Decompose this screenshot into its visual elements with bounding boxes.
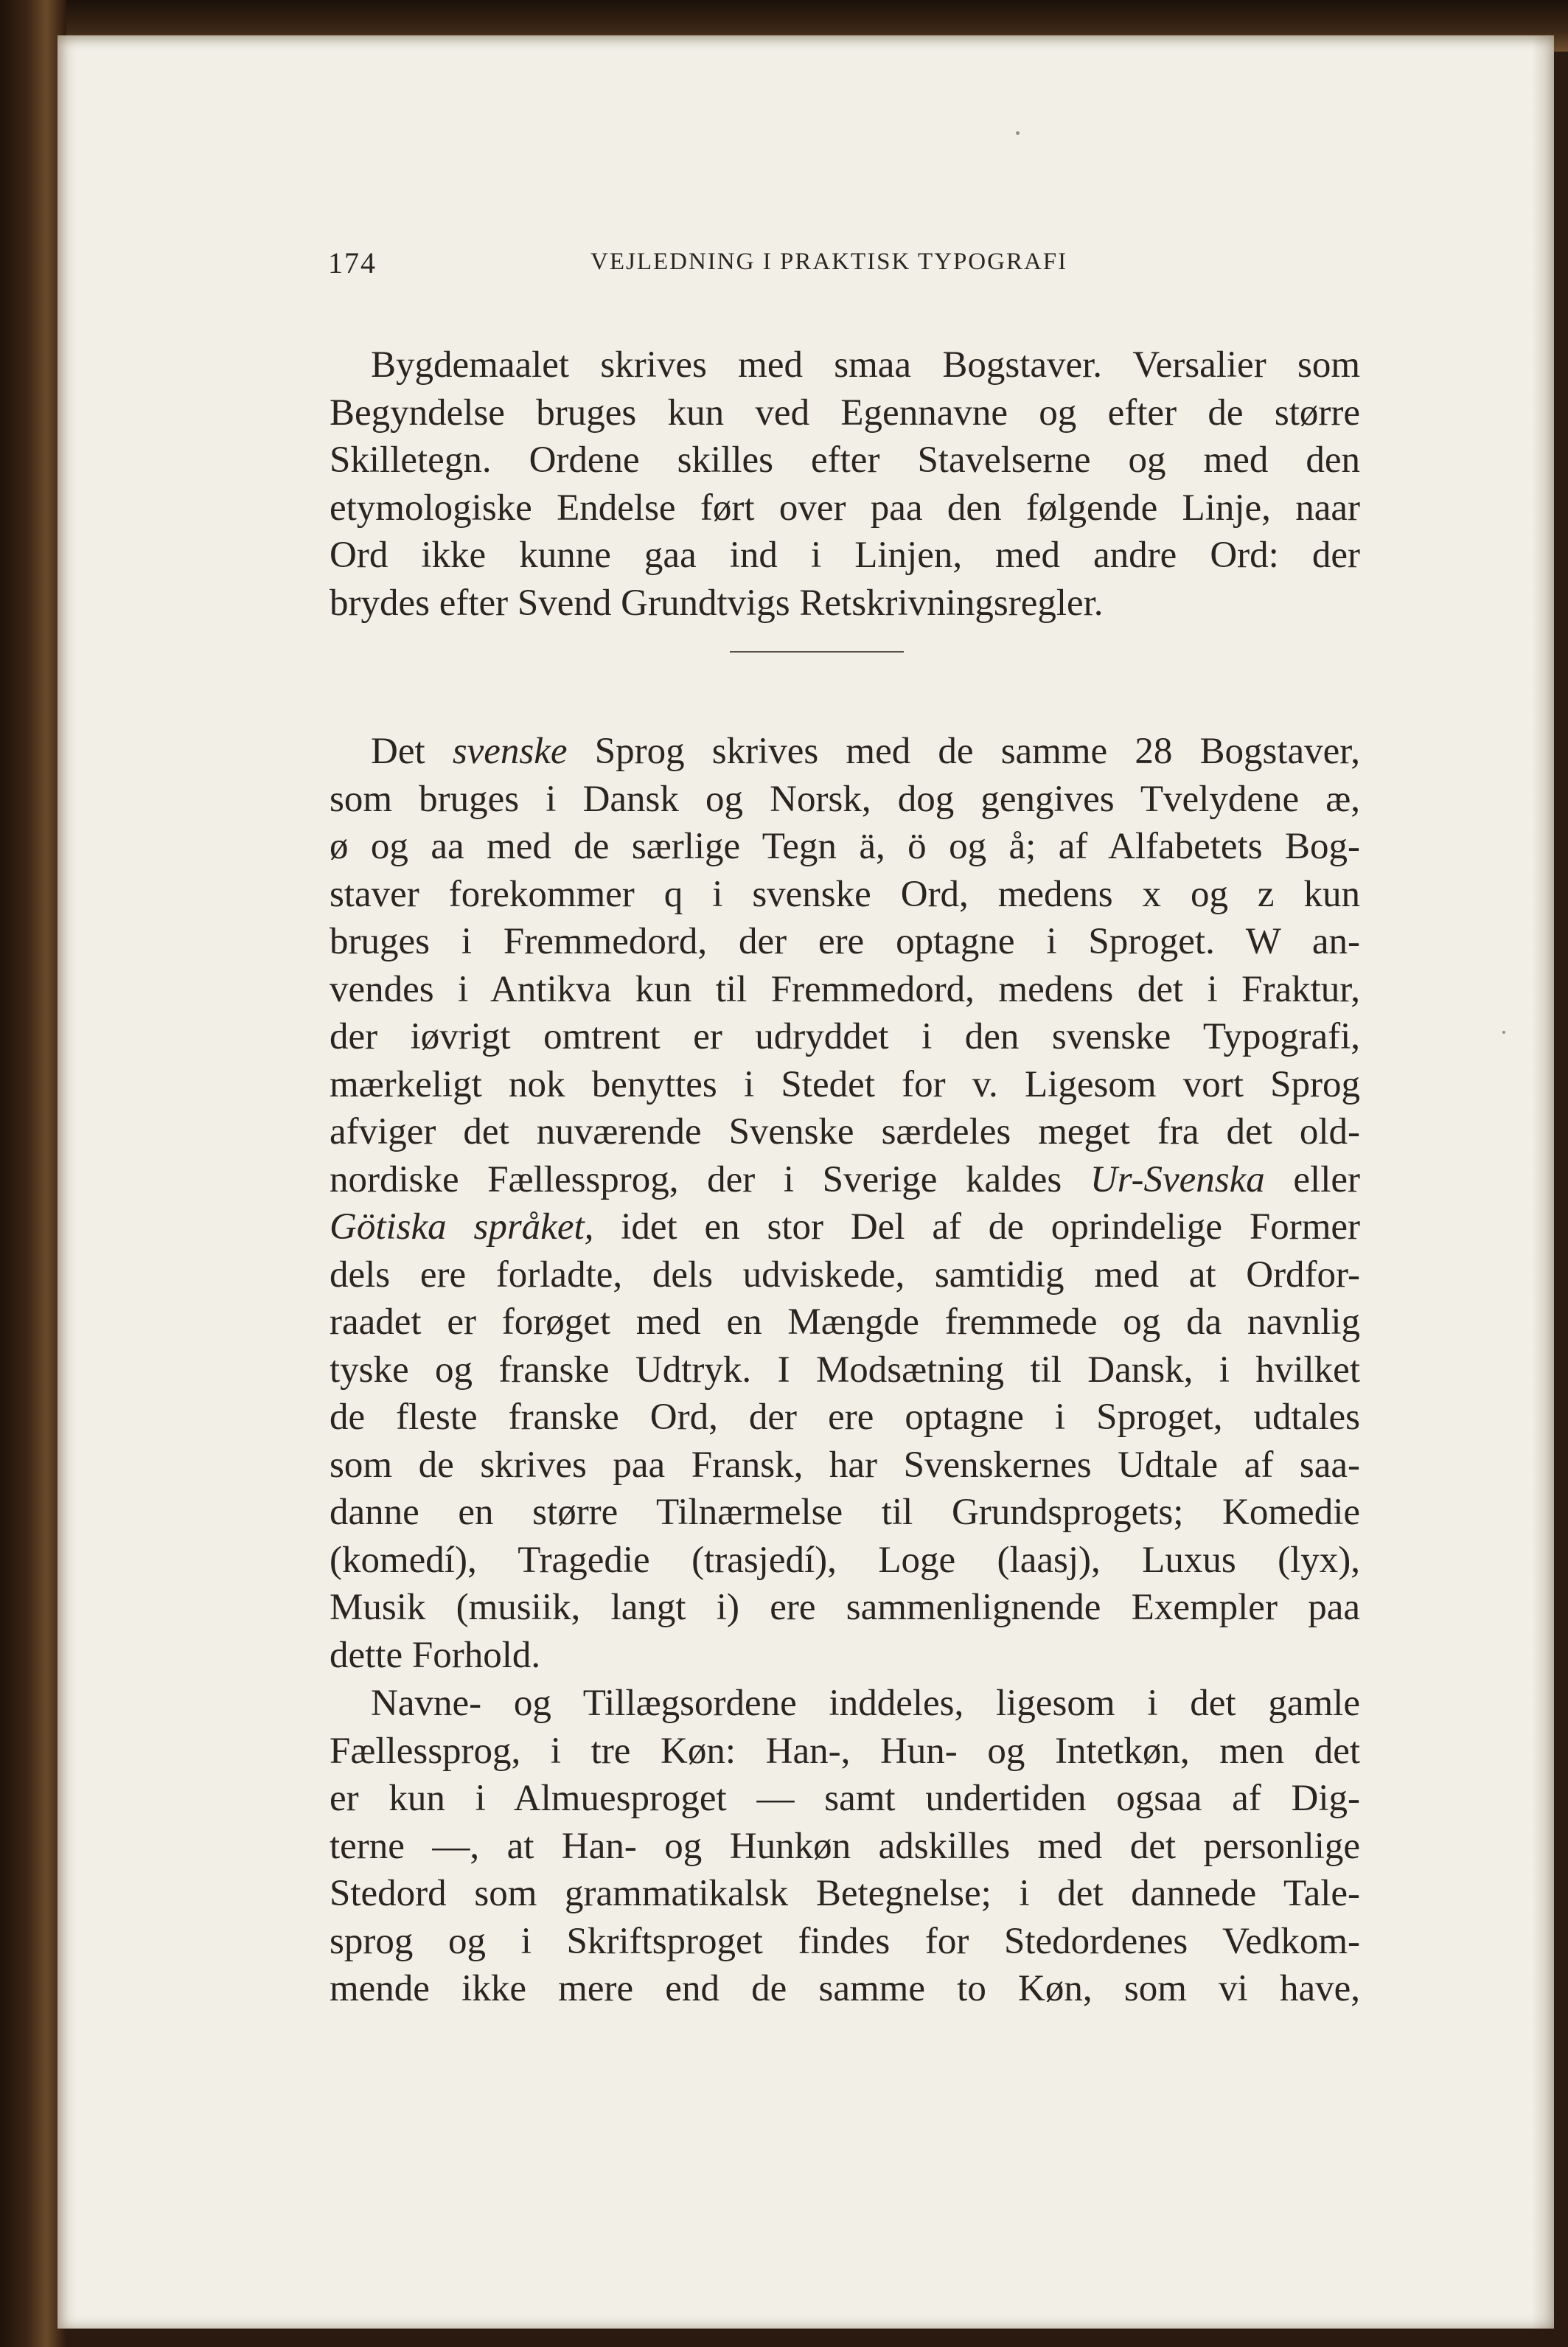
text-segment: eller — [1264, 1158, 1360, 1200]
text-segment: Sprog skrives med de samme 28 Bogstaver, — [567, 731, 1360, 772]
text-line: Navne- og Tillægsordene inddeles, ligesom i det gamle — [371, 1683, 1360, 1724]
text-line — [330, 728, 1360, 776]
paragraph-svenske-sprog — [330, 728, 1360, 1679]
text-line: Stedord som grammatikalsk Betegnelse; i det dannede Tale- — [330, 1873, 1360, 1914]
book-binding-left — [0, 0, 66, 2347]
paragraph-navne-tillaegsord — [330, 1680, 1360, 2013]
page-header — [328, 246, 1360, 290]
text-line: Skilletegn. Ordene skilles efter Stavelserne og med den — [330, 439, 1360, 481]
text-segment: idet en stor Del af de oprindelige Former — [593, 1206, 1360, 1248]
text-segment: nordiske Fællessprog, der i Sverige kaldes — [330, 1158, 1090, 1200]
text-line: ø og aa med de særlige Tegn ä, ö og å; af Alfabetets Bog- — [330, 826, 1360, 867]
text-line: Ord ikke kunne gaa ind i Linjen, med andre Ord: der — [330, 535, 1360, 576]
text-line: dels ere forladte, dels udviskede, samtidig med at Ordfor- — [330, 1254, 1360, 1296]
text-line: dette Forhold. — [330, 1634, 541, 1676]
text-line: danne en større Tilnærmelse til Grundsprogets; Komedie — [330, 1492, 1360, 1533]
text-line: Musik (musiik, langt i) ere sammenlignende Exempler paa — [330, 1587, 1360, 1628]
text-segment: Det — [371, 731, 453, 772]
italic-term: Götiska språket, — [330, 1206, 594, 1248]
section-divider — [730, 651, 904, 653]
text-line: raadet er forøget med en Mængde fremmede og da navnlig — [330, 1301, 1360, 1343]
text-line: som de skrives paa Fransk, har Svenskernes Udtale af saa- — [330, 1444, 1360, 1486]
running-title: VEJLEDNING I PRAKTISK TYPOGRAFI — [590, 248, 1068, 275]
text-line: sprog og i Skriftsproget findes for Stedordenes Vedkom- — [330, 1920, 1360, 1962]
text-line: mærkeligt nok benyttes i Stedet for v. Ligesom vort Sprog — [330, 1063, 1360, 1105]
text-line: (komedí), Tragedie (trasjedí), Loge (laasj), Luxus (lyx), — [330, 1539, 1360, 1581]
text-line: brydes efter Svend Grundtvigs Retskrivningsregler. — [330, 582, 1104, 624]
text-line: vendes i Antikva kun til Fremmedord, medens det i Fraktur, — [330, 968, 1360, 1010]
text-line: terne —, at Han- og Hunkøn adskilles med det personlige — [330, 1825, 1360, 1867]
text-line: som bruges i Dansk og Norsk, dog gengives Tvelydene æ, — [330, 778, 1360, 820]
text-line: der iøvrigt omtrent er udryddet i den svenske Typografi, — [330, 1016, 1360, 1057]
text-line: Fællessprog, i tre Køn: Han-, Hun- og Intetkøn, men det — [330, 1730, 1360, 1772]
text-line: staver forekommer q i svenske Ord, medens x og z kun — [330, 873, 1360, 915]
text-line: er kun i Almuesproget — samt undertiden ogsaa af Dig- — [330, 1778, 1360, 1819]
italic-term: svenske — [452, 731, 568, 772]
page-number: 174 — [328, 246, 377, 279]
text-line: etymologiske Endelse ført over paa den følgende Linje, naar — [330, 487, 1360, 529]
text-line — [330, 1203, 1360, 1251]
paper-speck — [1502, 1031, 1505, 1034]
text-line: afviger det nuværende Svenske særdeles meget fra det old- — [330, 1111, 1360, 1152]
text-line: tyske og franske Udtryk. I Modsætning til Dansk, i hvilket — [330, 1349, 1360, 1391]
text-line — [330, 1156, 1360, 1204]
page-edge-shadow — [1532, 35, 1554, 2329]
italic-term: Ur-Svenska — [1090, 1158, 1265, 1200]
text-line: bruges i Fremmedord, der ere optagne i Sproget. W an- — [330, 921, 1360, 962]
paper-speck — [1016, 131, 1020, 135]
text-line: Bygdemaalet skrives med smaa Bogstaver. Versalier som — [371, 344, 1360, 386]
text-line: Begyndelse bruges kun ved Egennavne og efter de større — [330, 392, 1360, 434]
text-line: de fleste franske Ord, der ere optagne i Sproget, udtales — [330, 1397, 1360, 1438]
text-line: mende ikke mere end de samme to Køn, som vi have, — [330, 1968, 1360, 2009]
paragraph-bygdemaal — [330, 341, 1360, 627]
